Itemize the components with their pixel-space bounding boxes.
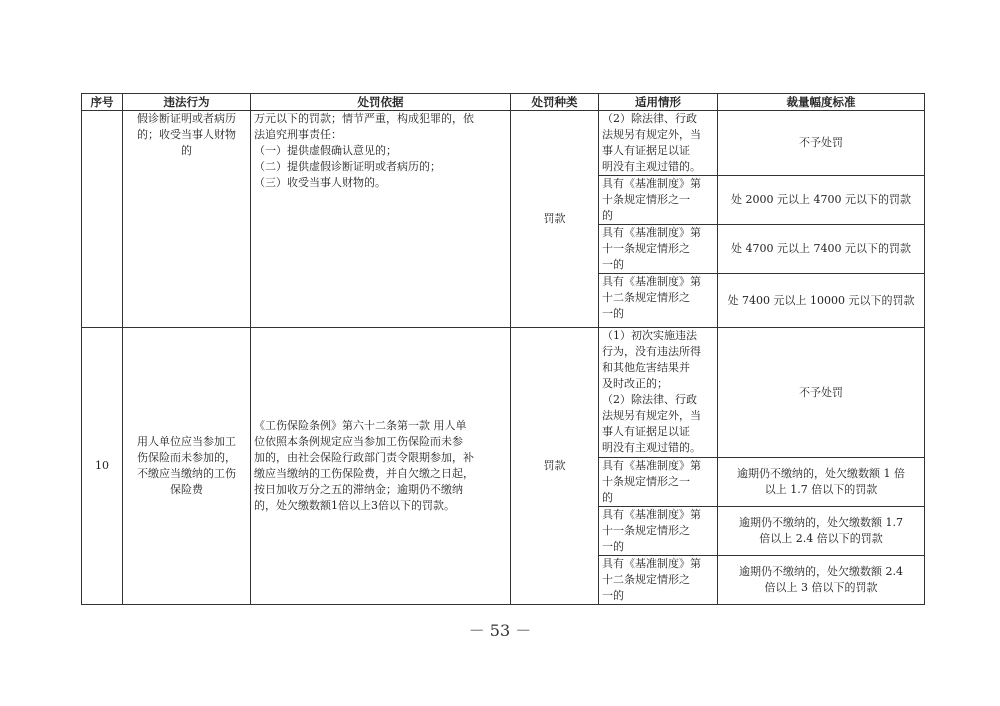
standard-line: 逾期仍不缴纳的，处欠缴数额 1.7 [739, 516, 903, 529]
situation-line: 法规另有规定外，当 [602, 409, 701, 422]
situation-line: 具有《基准制度》第 [602, 508, 701, 521]
situation-line: 法规另有规定外，当 [602, 128, 701, 141]
standard-line: 逾期仍不缴纳的，处欠缴数额 1 倍 [737, 467, 905, 480]
violation-cell [123, 111, 251, 328]
situation-cell [599, 111, 718, 176]
standard-line: 不予处罚 [799, 385, 843, 399]
header-discretion-standard: 裁量幅度标准 [718, 94, 925, 111]
situation-line: 具有《基准制度》第 [602, 177, 701, 190]
standard-cell [718, 274, 925, 328]
situation-line: 具有《基准制度》第 [602, 459, 701, 472]
penalty-standard-table [81, 93, 925, 605]
table-row [82, 111, 925, 176]
basis-line: 加的，由社会保险行政部门责令限期参加，补 [254, 451, 474, 464]
standard-line: 不予处罚 [799, 136, 843, 149]
situation-cell [599, 274, 718, 328]
situation-line: 十一条规定情形之 [602, 242, 690, 255]
situation-line: 明没有主观过错的。 [602, 441, 701, 454]
situation-cell [599, 556, 718, 605]
situation-line: 的 [602, 209, 613, 222]
situation-line: 十条规定情形之一 [602, 193, 690, 206]
basis-line: 缴应当缴纳的工伤保险费，并自欠缴之日起， [254, 467, 474, 480]
violation-line: 保险费 [170, 483, 203, 496]
basis-line: 按日加收万分之五的滞纳金；逾期仍不缴纳 [254, 483, 463, 496]
table-header-row [82, 94, 925, 111]
situation-line: 十一条规定情形之 [602, 524, 690, 537]
basis-line: （三）收受当事人财物的。 [254, 176, 386, 189]
situation-line: 十二条规定情形之 [602, 573, 690, 586]
standard-cell [718, 176, 925, 225]
basis-line: 万元以下的罚款；情节严重，构成犯罪的，依 [254, 112, 474, 125]
penalty-type-cell: 罚款 [511, 111, 599, 328]
basis-line: 的，处欠缴数额1倍以上3倍以下的罚款。 [254, 499, 455, 512]
violation-line: 的 [181, 144, 192, 157]
situation-line: 事人有证据足以证 [602, 425, 690, 438]
penalty-basis-cell [251, 328, 511, 605]
header-applicable-situation: 适用情形 [599, 94, 718, 111]
header-penalty-basis: 处罚依据 [251, 94, 511, 111]
standard-line: 倍以上 3 倍以下的罚款 [764, 581, 878, 594]
violation-line: 伤保险而未参加的， [137, 451, 236, 464]
standard-cell [718, 507, 925, 556]
situation-line: 的 [602, 491, 613, 504]
standard-line: 处 2000 元以上 4700 元以下的罚款 [731, 193, 911, 206]
penalty-basis-cell [251, 111, 511, 328]
violation-line: 用人单位应当参加工 [137, 435, 236, 448]
violation-line: 不缴应当缴纳的工伤 [137, 467, 236, 480]
situation-line: （2）除法律、行政 [602, 112, 697, 125]
header-serial-number: 序号 [82, 94, 123, 111]
violation-line: 假诊断证明或者病历 [137, 112, 236, 125]
table-row [82, 328, 925, 458]
situation-line: 一的 [602, 540, 624, 553]
situation-line: 一的 [602, 589, 624, 602]
basis-line: 位依照本条例规定应当参加工伤保险而未参 [254, 435, 463, 448]
situation-cell [599, 507, 718, 556]
standard-cell [718, 328, 925, 458]
situation-line: 一的 [602, 307, 624, 320]
basis-line: （二）提供虚假诊断证明或者病历的； [254, 160, 441, 173]
standard-line: 处 7400 元以上 10000 元以下的罚款 [727, 293, 915, 307]
situation-line: 具有《基准制度》第 [602, 557, 701, 570]
basis-line: 《工伤保险条例》第六十二条第一款 用人单 [254, 419, 467, 432]
violation-line: 的；收受当事人财物 [137, 128, 236, 141]
situation-cell [599, 328, 718, 458]
standard-cell [718, 225, 925, 274]
situation-line: 具有《基准制度》第 [602, 226, 701, 239]
penalty-type-cell: 罚款 [511, 328, 599, 605]
standard-line: 处 4700 元以上 7400 元以下的罚款 [731, 242, 911, 255]
violation-cell [123, 328, 251, 605]
page-number: － 53 － [468, 621, 532, 640]
standard-cell [718, 556, 925, 605]
row-serial-number: 10 [82, 328, 123, 605]
header-penalty-type: 处罚种类 [511, 94, 599, 111]
standard-line: 逾期仍不缴纳的，处欠缴数额 2.4 [739, 565, 903, 578]
standard-cell [718, 458, 925, 507]
standard-cell [718, 111, 925, 176]
situation-cell [599, 225, 718, 274]
basis-line: （一）提供虚假确认意见的； [254, 144, 397, 157]
situation-line: 十二条规定情形之 [602, 291, 690, 304]
situation-cell [599, 458, 718, 507]
situation-line: 和其他危害结果并 [602, 361, 690, 374]
situation-line: 及时改正的； [602, 377, 668, 390]
situation-line: （2）除法律、行政 [602, 393, 697, 406]
situation-line: （1）初次实施违法 [602, 329, 697, 342]
standard-line: 倍以上 2.4 倍以下的罚款 [759, 532, 883, 545]
row-serial-number [82, 111, 123, 328]
situation-line: 具有《基准制度》第 [602, 275, 701, 288]
situation-line: 明没有主观过错的。 [602, 160, 701, 173]
standard-line: 以上 1.7 倍以下的罚款 [764, 483, 878, 496]
situation-line: 一的 [602, 258, 624, 271]
situation-line: 十条规定情形之一 [602, 475, 690, 488]
situation-line: 事人有证据足以证 [602, 144, 690, 157]
basis-line: 法追究刑事责任： [254, 128, 342, 141]
situation-cell [599, 176, 718, 225]
situation-line: 行为，没有违法所得 [602, 345, 701, 358]
header-violation: 违法行为 [123, 94, 251, 111]
